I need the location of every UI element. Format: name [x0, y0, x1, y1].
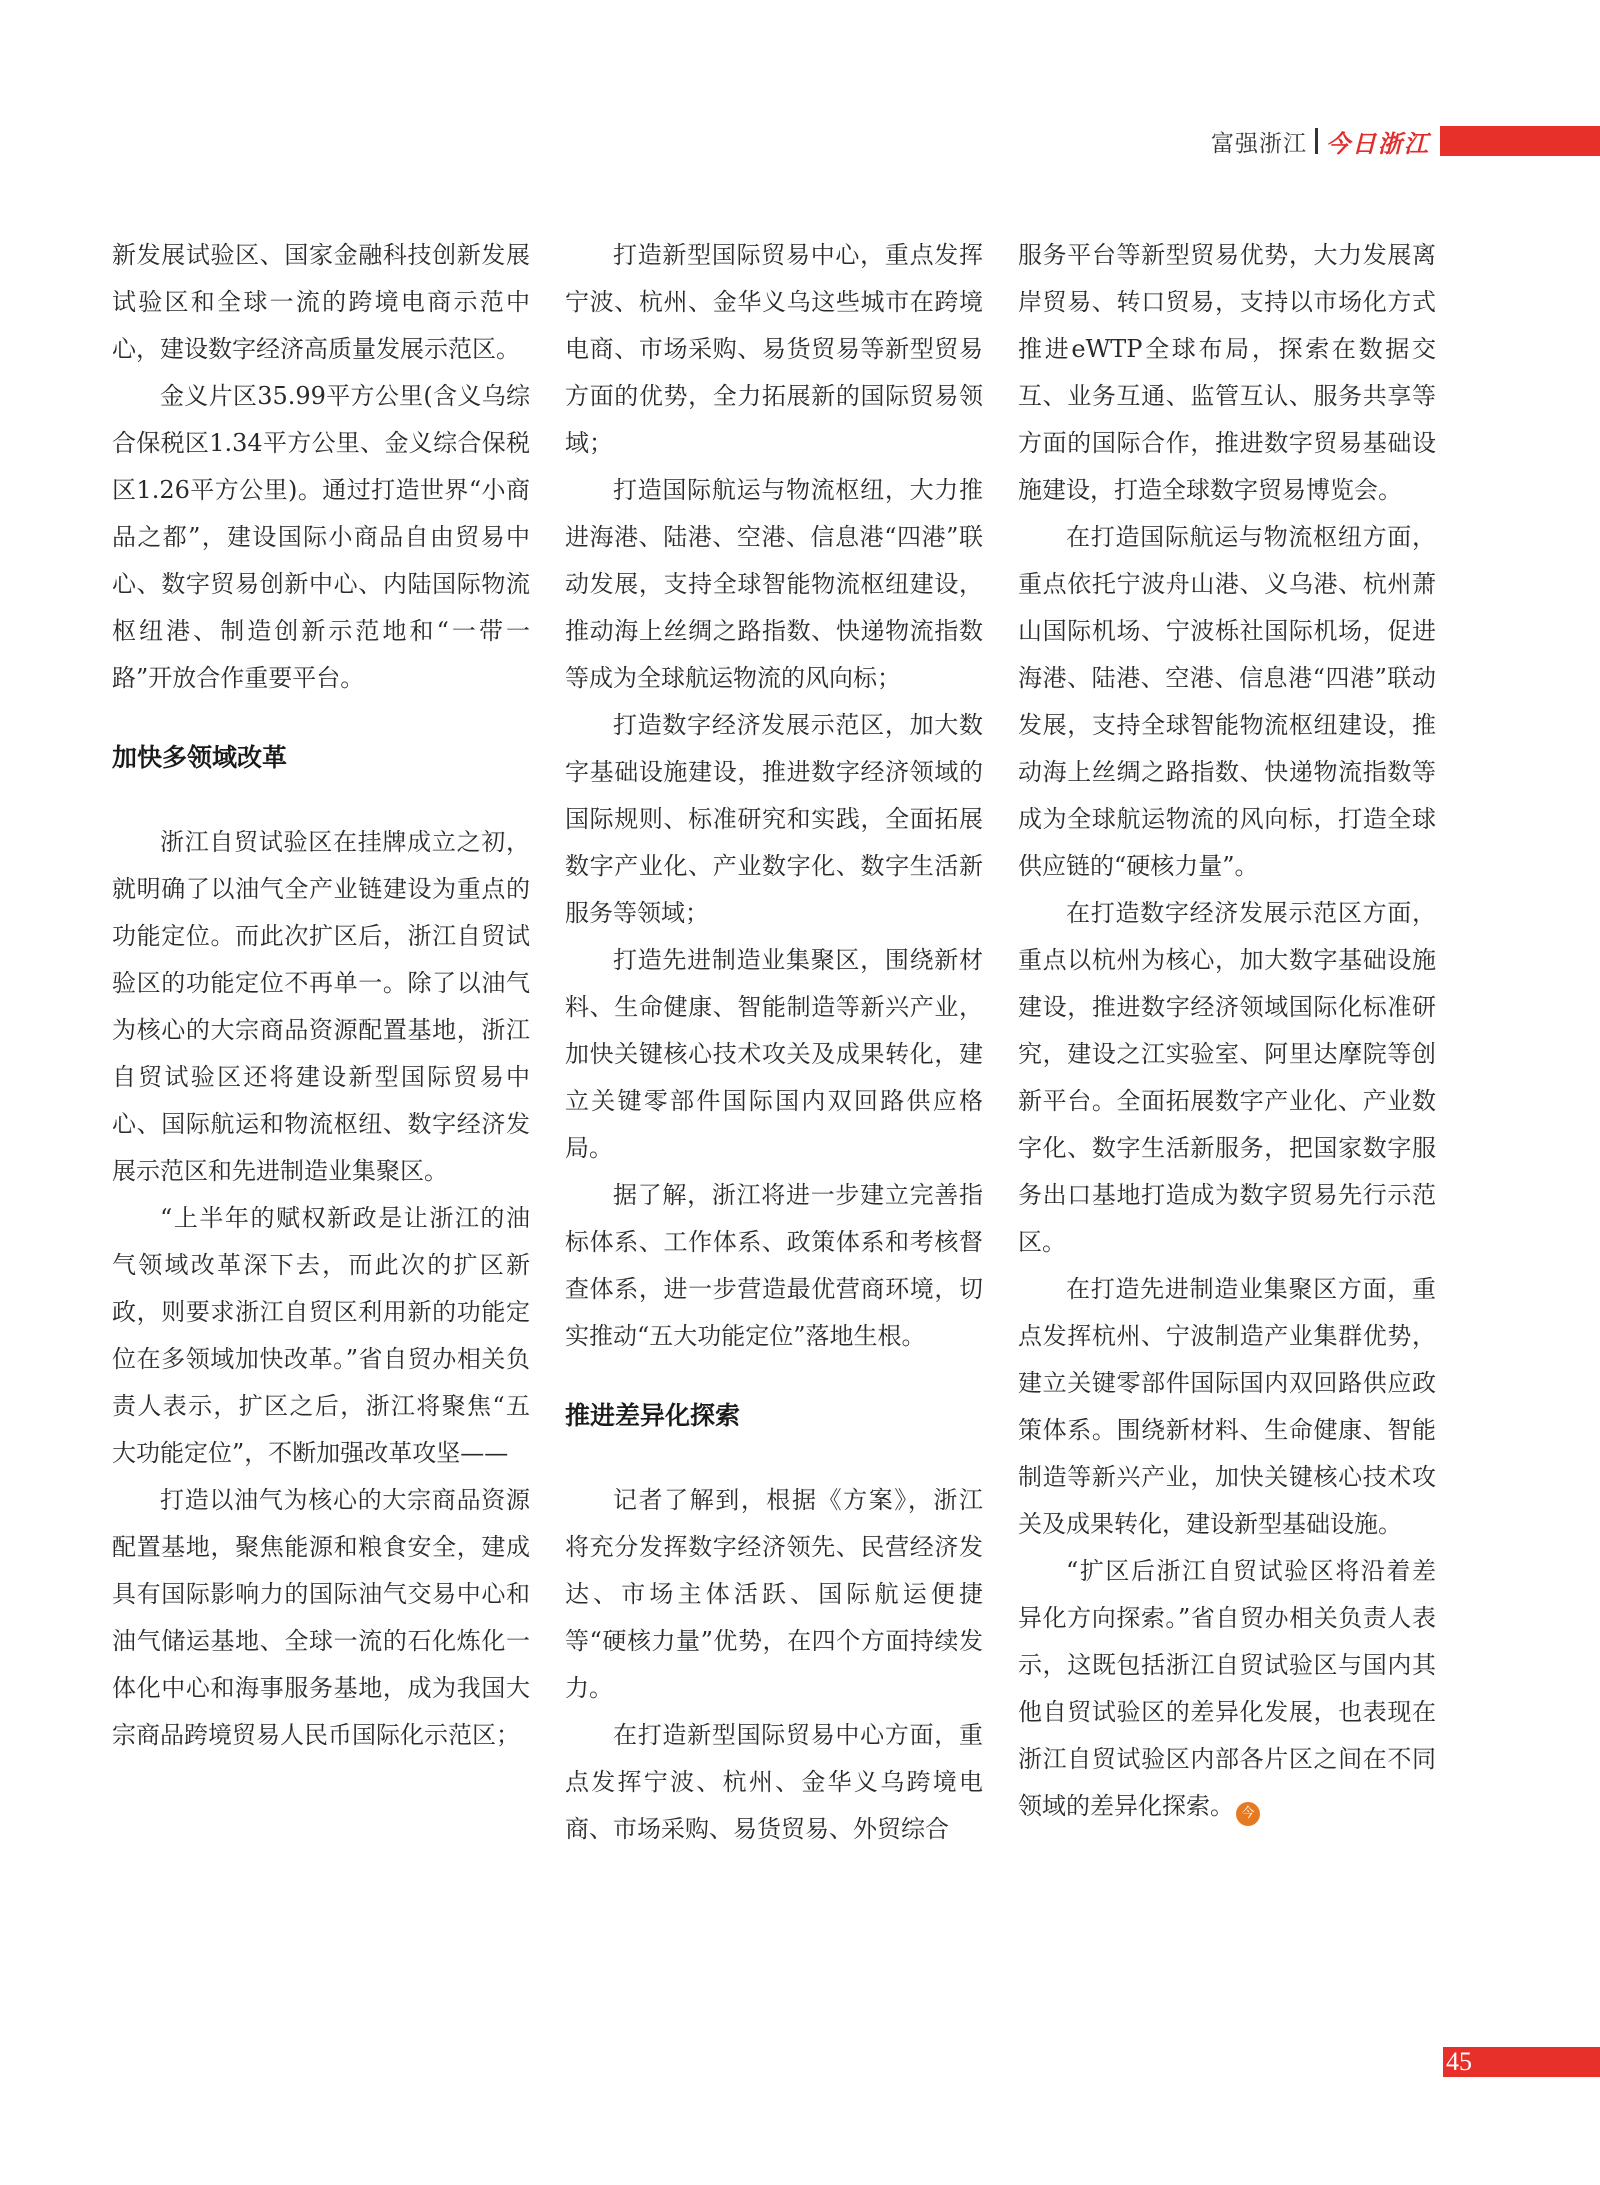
paragraph: 浙江自贸试验区在挂牌成立之初，就明确了以油气全产业链建设为重点的功能定位。而此次扩区后，浙江自贸试验区的功能定位不再单一。除了以油气为核心的大宗商品资源配置基地，浙江自贸试验区还将建设新型国际贸易中心、国际航运和物流枢纽、数字经济发展示范区和先进制造业集聚区。 — [112, 828, 530, 1185]
paragraph: 打造新型国际贸易中心，重点发挥宁波、杭州、金华义乌这些城市在跨境电商、市场采购、易货贸易等新型贸易方面的优势，全力拓展新的国际贸易领域； — [565, 241, 983, 457]
section-title: 富强浙江 — [1211, 130, 1307, 157]
column-3 — [1018, 232, 1436, 1830]
section-heading: 加快多领域改革 — [112, 743, 288, 772]
section-heading: 推进差异化探索 — [565, 1401, 741, 1430]
paragraph: 打造国际航运与物流枢纽，大力推进海港、陆港、空港、信息港“四港”联动发展，支持全球智能物流枢纽建设，推动海上丝绸之路指数、快递物流指数等成为全球航运物流的风向标； — [565, 476, 983, 692]
paragraph: “上半年的赋权新政是让浙江的油气领域改革深下去，而此次的扩区新政，则要求浙江自贸区利用新的功能定位在多领域加快改革。”省自贸办相关负责人表示，扩区之后，浙江将聚焦“五大功能定位”，不断加强改革攻坚—— — [112, 1204, 530, 1467]
header-separator — [1315, 128, 1318, 154]
paragraph: 在打造先进制造业集聚区方面，重点发挥杭州、宁波制造产业集群优势，建立关键零部件国际国内双回路供应政策体系。围绕新材料、生命健康、智能制造等新兴产业，加快关键核心技术攻关及成果转化，建设新型基础设施。 — [1018, 1275, 1436, 1538]
paragraph: 打造以油气为核心的大宗商品资源配置基地，聚焦能源和粮食安全，建成具有国际影响力的国际油气交易中心和油气储运基地、全球一流的石化炼化一体化中心和海事服务基地，成为我国大宗商品跨境贸易人民币国际化示范区； — [112, 1486, 530, 1749]
paragraph: 在打造国际航运与物流枢纽方面，重点依托宁波舟山港、义乌港、杭州萧山国际机场、宁波栎社国际机场，促进海港、陆港、空港、信息港“四港”联动发展，支持全球智能物流枢纽建设，推动海上丝绸之路指数、快递物流指数等成为全球航运物流的风向标，打造全球供应链的“硬核力量”。 — [1018, 523, 1436, 880]
paragraph: 在打造数字经济发展示范区方面，重点以杭州为核心，加大数字基础设施建设，推进数字经济领域国际化标准研究，建设之江实验室、阿里达摩院等创新平台。全面拓展数字产业化、产业数字化、数字生活新服务，把国家数字服务出口基地打造成为数字贸易先行示范区。 — [1018, 899, 1436, 1256]
header-red-bar — [1440, 126, 1600, 156]
paragraph: 金义片区35.99平方公里(含义乌综合保税区1.34平方公里、金义综合保税区1.26平方公里)。通过打造世界“小商品之都”，建设国际小商品自由贸易中心、数字贸易创新中心、内陆国际物流枢纽港、制造创新示范地和“一带一路”开放合作重要平台。 — [112, 382, 530, 692]
paragraph: 打造先进制造业集聚区，围绕新材料、生命健康、智能制造等新兴产业，加快关键核心技术攻关及成果转化，建立关键零部件国际国内双回路供应格局。 — [565, 946, 983, 1162]
paragraph: 新发展试验区、国家金融科技创新发展试验区和全球一流的跨境电商示范中心，建设数字经济高质量发展示范区。 — [112, 241, 530, 363]
paragraph: 记者了解到，根据《方案》，浙江将充分发挥数字经济领先、民营经济发达、市场主体活跃、国际航运便捷等“硬核力量”优势，在四个方面持续发力。 — [565, 1486, 983, 1702]
page-number: 45 — [1446, 2047, 1472, 2076]
magazine-logo: 今日浙江 — [1326, 129, 1430, 158]
page-header — [1211, 126, 1600, 156]
paragraph: 据了解，浙江将进一步建立完善指标体系、工作体系、政策体系和考核督查体系，进一步营造最优营商环境，切实推动“五大功能定位”落地生根。 — [565, 1181, 983, 1350]
article-end-icon: 今 — [1236, 1802, 1260, 1826]
column-2 — [565, 232, 983, 1853]
paragraph: 服务平台等新型贸易优势，大力发展离岸贸易、转口贸易，支持以市场化方式推进eWTP全球布局，探索在数据交互、业务互通、监管互认、服务共享等方面的国际合作，推进数字贸易基础设施建设，打造全球数字贸易博览会。 — [1018, 241, 1436, 504]
paragraph — [1018, 1548, 1436, 1830]
paragraph: 打造数字经济发展示范区，加大数字基础设施建设，推进数字经济领域的国际规则、标准研究和实践，全面拓展数字产业化、产业数字化、数字生活新服务等领域； — [565, 711, 983, 927]
paragraph: 在打造新型国际贸易中心方面，重点发挥宁波、杭州、金华义乌跨境电商、市场采购、易货贸易、外贸综合 — [565, 1721, 983, 1843]
column-1 — [112, 232, 530, 1759]
paragraph-text: “扩区后浙江自贸试验区将沿着差异化方向探索。”省自贸办相关负责人表示，这既包括浙江自贸试验区与国内其他自贸试验区的差异化发展，也表现在浙江自贸试验区内部各片区之间在不同领域的差异化探索。 — [1018, 1557, 1436, 1820]
